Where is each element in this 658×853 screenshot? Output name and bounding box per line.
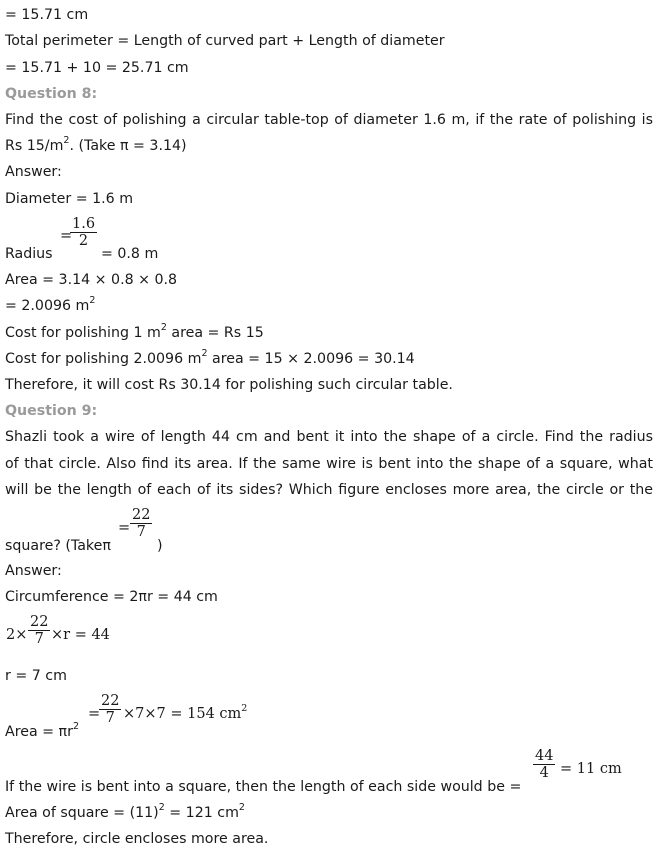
text-line xyxy=(5,324,264,342)
fraction-numerator: 22 xyxy=(101,693,120,709)
text-line: If the wire is bent into a square, then the length of each side would be = xyxy=(5,779,522,795)
text-line: Circumference = 2πr = 44 cm xyxy=(5,589,218,605)
superscript: 2 xyxy=(238,802,245,814)
equation-part: 2× xyxy=(6,627,28,643)
text-line: Therefore, circle encloses more area. xyxy=(5,831,269,847)
text-line xyxy=(5,297,95,315)
fraction-numerator: 1.6 xyxy=(72,216,96,232)
text-span: Area of square = (11) xyxy=(5,805,159,821)
text-line: Total perimeter = Length of curved part + Length of diameter xyxy=(5,33,445,49)
text-span: ×7×7 = 154 cm xyxy=(123,706,242,722)
text-span: Rs 15/m xyxy=(5,138,64,154)
text-line xyxy=(5,350,415,368)
radius-result: = 0.8 m xyxy=(101,246,159,262)
side-fraction xyxy=(533,748,555,781)
text-line xyxy=(5,723,79,741)
text-span: Cost for polishing 1 m xyxy=(5,325,161,341)
fraction-denominator: 4 xyxy=(539,765,549,781)
equation-fraction xyxy=(28,614,50,647)
text-line: r = 7 cm xyxy=(5,668,67,684)
text-line: Area = 3.14 × 0.8 × 0.8 xyxy=(5,272,178,288)
fraction-denominator: 7 xyxy=(34,631,44,647)
equation-part: = 11 cm xyxy=(560,761,622,777)
text-span: = 2.0096 m xyxy=(5,298,90,314)
text-line xyxy=(5,804,245,822)
text-span: . (Take π = 3.14) xyxy=(69,138,187,154)
superscript: 2 xyxy=(89,295,96,307)
question-9-text: square? (Takeπ xyxy=(5,538,111,554)
fraction-denominator: 7 xyxy=(136,524,146,540)
text-span: ) xyxy=(157,538,163,554)
fraction-numerator: 22 xyxy=(30,614,49,630)
superscript: 2 xyxy=(201,348,208,360)
radius-fraction xyxy=(70,216,97,249)
answer-label: Answer: xyxy=(5,563,62,579)
answer-label: Answer: xyxy=(5,164,62,180)
area-fraction xyxy=(99,693,121,726)
superscript: 2 xyxy=(241,703,248,715)
equals-sign: = xyxy=(118,520,131,536)
question-9-text: of that circle. Also find its area. If the same wire is bent into the shape of a square, what xyxy=(5,456,653,472)
equation-part: ×r = 44 xyxy=(51,627,110,643)
equals-sign: = xyxy=(60,228,73,244)
fraction-denominator: 2 xyxy=(78,233,89,249)
question-8-text: Find the cost of polishing a circular table-top of diameter 1.6 m, if the rate of polishing is xyxy=(5,112,653,128)
text-span: area = Rs 15 xyxy=(166,325,264,341)
text-span: Area = πr xyxy=(5,724,73,740)
superscript: 2 xyxy=(72,721,79,733)
equation-part xyxy=(123,703,248,722)
text-line: Diameter = 1.6 m xyxy=(5,191,134,207)
question-9-heading: Question 9: xyxy=(5,403,98,419)
question-8-text xyxy=(5,137,187,155)
superscript: 2 xyxy=(160,322,167,334)
text-span: Cost for polishing 2.0096 m xyxy=(5,351,202,367)
question-9-text: will be the length of each of its sides? Which figure encloses more area, the circle or the xyxy=(5,482,653,498)
superscript: 2 xyxy=(63,135,70,147)
question-8-heading: Question 8: xyxy=(5,86,98,102)
equals-sign: = xyxy=(88,706,101,722)
fraction-numerator: 22 xyxy=(132,507,151,523)
text-line: = 15.71 cm xyxy=(5,7,89,23)
radius-label: Radius xyxy=(5,246,53,262)
fraction-denominator: 7 xyxy=(105,710,115,726)
pi-fraction xyxy=(130,507,152,540)
text-line: Therefore, it will cost Rs 30.14 for polishing such circular table. xyxy=(5,377,453,393)
question-9-text: Shazli took a wire of length 44 cm and bent it into the shape of a circle. Find the radius xyxy=(5,429,653,445)
superscript: 2 xyxy=(158,802,165,814)
text-span: area = 15 × 2.0096 = 30.14 xyxy=(207,351,415,367)
fraction-numerator: 44 xyxy=(535,748,554,764)
text-span: = 121 cm xyxy=(164,805,239,821)
text-line: = 15.71 + 10 = 25.71 cm xyxy=(5,60,189,76)
